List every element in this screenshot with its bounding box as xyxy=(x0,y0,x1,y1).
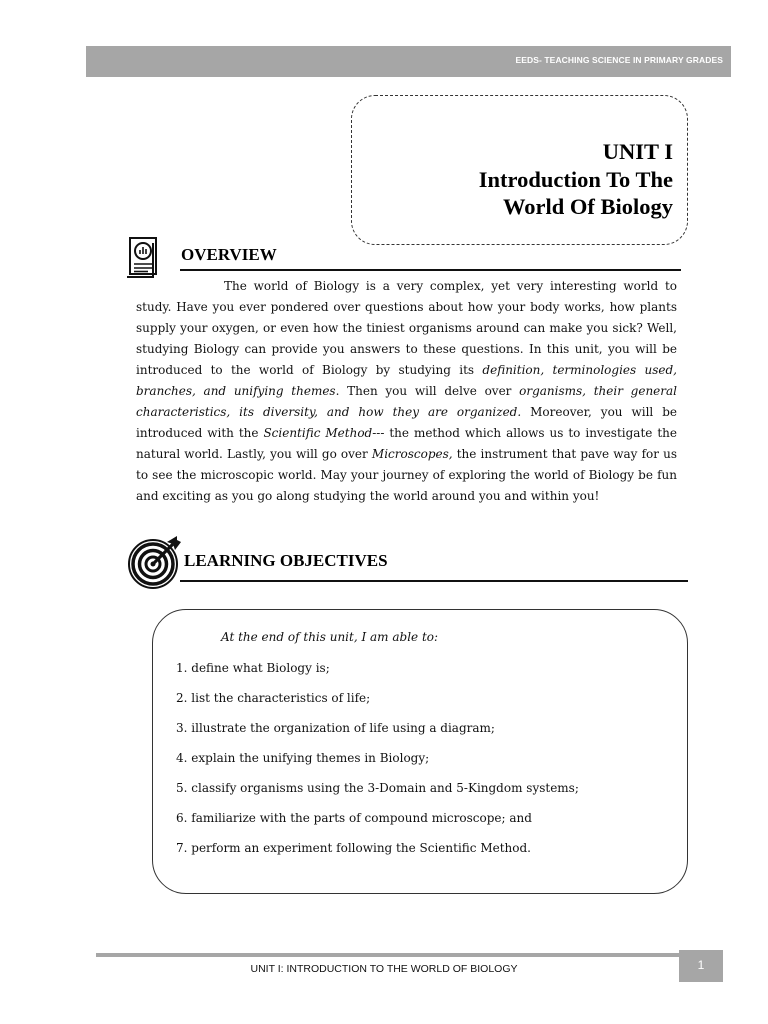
header-band xyxy=(86,46,731,77)
document-magnifier-icon xyxy=(126,235,168,280)
list-item: 5. classify organisms using the 3-Domain and 5-Kingdom systems; xyxy=(176,781,579,795)
unit-title-line-2: World Of Biology xyxy=(502,194,673,219)
unit-number: UNIT I xyxy=(602,139,673,164)
page-number: 1 xyxy=(679,950,723,982)
unit-title xyxy=(479,138,673,221)
list-item: 1. define what Biology is; xyxy=(176,661,330,675)
list-item: 3. illustrate the organization of life using a diagram; xyxy=(176,721,495,735)
course-title: EEDS- TEACHING SCIENCE IN PRIMARY GRADES xyxy=(515,55,723,65)
objectives-list xyxy=(176,659,579,869)
learning-objectives-divider xyxy=(180,580,688,582)
list-item: 7. perform an experiment following the Scientific Method. xyxy=(176,841,531,855)
unit-title-box xyxy=(351,95,688,245)
learning-objectives-heading: LEARNING OBJECTIVES xyxy=(184,551,388,570)
overview-heading: OVERVIEW xyxy=(181,245,277,264)
overview-paragraph: The world of Biology is a very complex, yet very interesting world to study. Have you ever pondered over questions about how your body works, how plants supply your oxygen, or even how the tiniest organisms around can make you sick? Well, studying Biology can provide you answers to these questions. In this unit, you will be introduced to the world of Biology by studying its definition, terminologies used, branches, and unifying themes. Then you will delve over organisms, their general characteristics, its diversity, and how they are organized. Moreover, you will be introduced with the Scientific Method--- the method which allows us to investigate the natural world. Lastly, you will go over Microscopes, the instrument that pave way for us to see the microscopic world. May your journey of exploring the world of Biology be fun and exciting as you go along studying the world around you and within you! xyxy=(136,279,678,503)
list-item: 2. list the characteristics of life; xyxy=(176,691,371,705)
list-item: 4. explain the unifying themes in Biology; xyxy=(176,751,430,765)
list-item: 6. familiarize with the parts of compound microscope; and xyxy=(176,811,532,825)
footer-title: UNIT I: INTRODUCTION TO THE WORLD OF BIOLOGY xyxy=(250,963,518,975)
target-arrow-icon xyxy=(127,536,183,590)
overview-divider xyxy=(180,269,681,271)
unit-title-line-1: Introduction To The xyxy=(478,166,673,192)
footer-divider xyxy=(96,953,679,957)
objectives-intro: At the end of this unit, I am able to: xyxy=(221,630,439,644)
